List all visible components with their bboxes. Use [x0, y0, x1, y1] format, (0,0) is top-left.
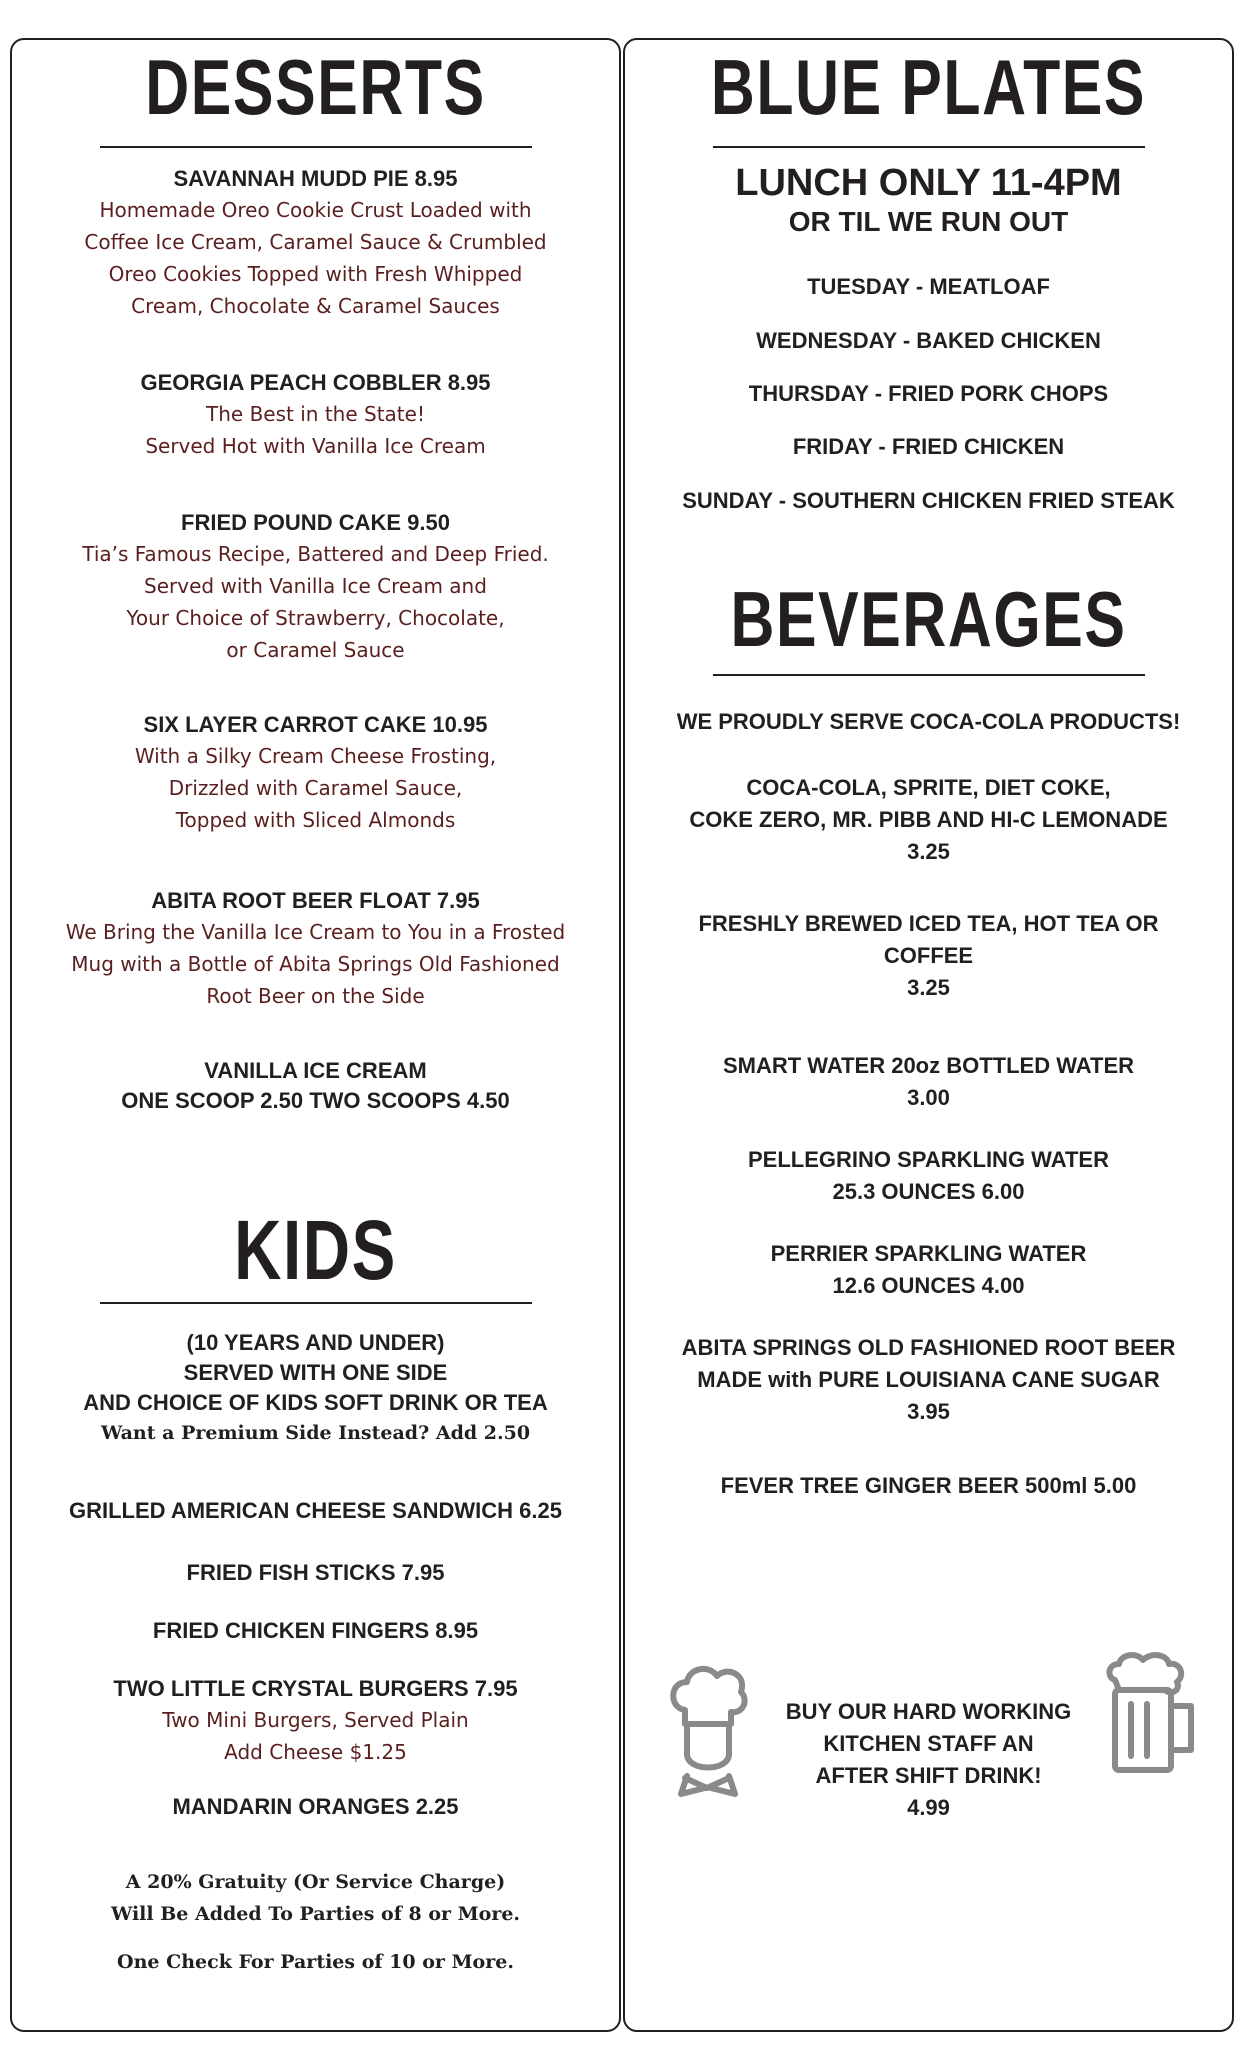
dessert-name: SIX LAYER CARROT CAKE 10.95: [143, 712, 488, 737]
vanilla-ice-cream: [12, 1056, 619, 1116]
run-out-note: OR TIL WE RUN OUT: [788, 206, 1069, 237]
kids-item-name: GRILLED AMERICAN CHEESE SANDWICH 6.25: [68, 1498, 562, 1523]
blue-plate-day: [625, 272, 1232, 302]
blue-plate-day-label: TUESDAY - MEATLOAF: [807, 274, 1050, 299]
kids-item: [12, 1558, 619, 1588]
beverage-item: [625, 1050, 1232, 1114]
kids-item: [12, 1616, 619, 1646]
blue-plates-divider: [713, 146, 1145, 148]
ice-cream-prices: ONE SCOOP 2.50 TWO SCOOPS 4.50: [121, 1088, 510, 1113]
kids-premium-note: Want a Premium Side Instead? Add 2.50: [100, 1422, 531, 1444]
dessert-desc-line: Your Choice of Strawberry, Chocolate,: [126, 606, 505, 630]
gratuity-line: Will Be Added To Parties of 8 or More.: [110, 1903, 521, 1925]
beverages-divider: [713, 674, 1145, 676]
kids-desc-line: Two Mini Burgers, Served Plain: [162, 1708, 469, 1732]
kids-item-name: FRIED CHICKEN FINGERS 8.95: [152, 1618, 479, 1643]
beverage-price: 3.95: [907, 1399, 950, 1424]
lunch-hours: LUNCH ONLY 11-4PM: [735, 162, 1122, 204]
kids-intro-line: AND CHOICE OF KIDS SOFT DRINK OR TEA: [83, 1390, 548, 1415]
blue-plates-title: BLUE PLATES: [710, 43, 1147, 131]
beverage-price: 25.3 OUNCES 6.00: [832, 1179, 1025, 1204]
beverage-line: COCA-COLA, SPRITE, DIET COKE,: [746, 775, 1111, 800]
dessert-desc-line: Drizzled with Caramel Sauce,: [168, 776, 463, 800]
dessert-desc-line: Oreo Cookies Topped with Fresh Whipped: [108, 262, 523, 286]
kids-title: KIDS: [234, 1203, 397, 1297]
dessert-desc-line: Served Hot with Vanilla Ice Cream: [145, 434, 486, 458]
dessert-desc-line: Root Beer on the Side: [206, 984, 425, 1008]
dessert-desc-line: or Caramel Sauce: [226, 638, 405, 662]
dessert-item: [12, 164, 619, 322]
dessert-item: [12, 886, 619, 1012]
kids-item-name: FRIED FISH STICKS 7.95: [186, 1560, 445, 1585]
beverage-item: [625, 1238, 1232, 1302]
kids-intro: [12, 1328, 619, 1448]
dessert-desc-line: The Best in the State!: [206, 402, 425, 426]
desserts-title: DESSERTS: [145, 43, 486, 131]
dessert-desc-line: With a Silky Cream Cheese Frosting,: [134, 744, 497, 768]
beverage-price: 3.25: [907, 975, 950, 1000]
beverages-intro: [625, 706, 1232, 738]
blue-plate-day: [625, 486, 1232, 516]
desserts-divider: [100, 146, 532, 148]
dessert-desc-line: Topped with Sliced Almonds: [175, 808, 456, 832]
check-line: One Check For Parties of 10 or More.: [117, 1951, 514, 1973]
dessert-item: [12, 508, 619, 666]
kids-divider: [100, 1302, 532, 1304]
kitchen-line: BUY OUR HARD WORKING: [785, 1699, 1072, 1724]
kids-item: [12, 1496, 619, 1526]
beverage-line: SMART WATER 20oz BOTTLED WATER: [722, 1053, 1135, 1078]
kids-intro-line: SERVED WITH ONE SIDE: [183, 1360, 448, 1385]
beverage-line: FRESHLY BREWED ICED TEA, HOT TEA OR: [698, 911, 1159, 936]
dessert-desc-line: Served with Vanilla Ice Cream and: [144, 574, 487, 598]
gratuity-line: A 20% Gratuity (Or Service Charge): [125, 1871, 506, 1893]
kids-item-name: MANDARIN ORANGES 2.25: [172, 1794, 459, 1819]
kids-item: [12, 1792, 619, 1822]
dessert-name: FRIED POUND CAKE 9.50: [181, 510, 450, 535]
ice-cream-title: VANILLA ICE CREAM: [204, 1058, 427, 1083]
dessert-desc-line: Mug with a Bottle of Abita Springs Old Fashioned: [71, 952, 560, 976]
check-note: [12, 1946, 619, 1978]
kids-item-name: TWO LITTLE CRYSTAL BURGERS 7.95: [113, 1676, 518, 1701]
beverage-price: 12.6 OUNCES 4.00: [832, 1273, 1025, 1298]
kids-item: [12, 1674, 619, 1768]
beverage-price: 3.00: [907, 1085, 950, 1110]
dessert-desc-line: Tia’s Famous Recipe, Battered and Deep Fried.: [82, 542, 549, 566]
kids-intro-line: (10 YEARS AND UNDER): [186, 1330, 445, 1355]
dessert-desc-line: Homemade Oreo Cookie Crust Loaded with: [99, 198, 532, 222]
beverages-title: BEVERAGES: [730, 575, 1127, 663]
lunch-header: [625, 160, 1232, 238]
dessert-desc-line: Cream, Chocolate & Caramel Sauces: [131, 294, 500, 318]
beverage-line: MADE with PURE LOUISIANA CANE SUGAR: [697, 1367, 1160, 1392]
beverage-item: [625, 772, 1232, 868]
beer-mug-icon: [1097, 1650, 1207, 1780]
dessert-item: [12, 710, 619, 836]
beverage-price: 3.25: [907, 839, 950, 864]
blue-plate-day-label: THURSDAY - FRIED PORK CHOPS: [748, 381, 1109, 406]
blue-plate-day-label: FRIDAY - FRIED CHICKEN: [792, 434, 1065, 459]
left-menu-panel: [10, 38, 621, 2032]
beverage-item: [625, 1470, 1232, 1502]
dessert-name: ABITA ROOT BEER FLOAT 7.95: [151, 888, 480, 913]
beverage-item: [625, 908, 1232, 1004]
beverage-line: PELLEGRINO SPARKLING WATER: [748, 1147, 1109, 1172]
blue-plate-day-label: WEDNESDAY - BAKED CHICKEN: [756, 328, 1101, 353]
dessert-name: GEORGIA PEACH COBBLER 8.95: [140, 370, 491, 395]
blue-plate-day: [625, 432, 1232, 462]
kids-desc-line: Add Cheese $1.25: [224, 1740, 407, 1764]
kitchen-line: AFTER SHIFT DRINK!: [815, 1763, 1042, 1788]
beverages-intro-line: WE PROUDLY SERVE COCA-COLA PRODUCTS!: [676, 709, 1181, 734]
blue-plate-day: [625, 379, 1232, 409]
kitchen-line: KITCHEN STAFF AN: [823, 1731, 1034, 1756]
dessert-item: [12, 368, 619, 462]
beverage-line: COFFEE: [883, 943, 974, 968]
beverage-line: COKE ZERO, MR. PIBB AND HI-C LEMONADE: [689, 807, 1168, 832]
beverage-line: ABITA SPRINGS OLD FASHIONED ROOT BEER: [681, 1335, 1176, 1360]
blue-plate-day-label: SUNDAY - SOUTHERN CHICKEN FRIED STEAK: [682, 488, 1175, 513]
beverage-item: [625, 1332, 1232, 1428]
beverage-line: PERRIER SPARKLING WATER: [770, 1241, 1087, 1266]
right-menu-panel: [623, 38, 1234, 2032]
kitchen-price: 4.99: [907, 1795, 950, 1820]
beverage-item: [625, 1144, 1232, 1208]
dessert-desc-line: We Bring the Vanilla Ice Cream to You in a Frosted: [65, 920, 566, 944]
dessert-name: SAVANNAH MUDD PIE 8.95: [173, 166, 458, 191]
dessert-desc-line: Coffee Ice Cream, Caramel Sauce & Crumbled: [84, 230, 547, 254]
blue-plate-day: [625, 326, 1232, 356]
gratuity-note: [12, 1866, 619, 1930]
beverage-line: FEVER TREE GINGER BEER 500ml 5.00: [720, 1473, 1137, 1498]
